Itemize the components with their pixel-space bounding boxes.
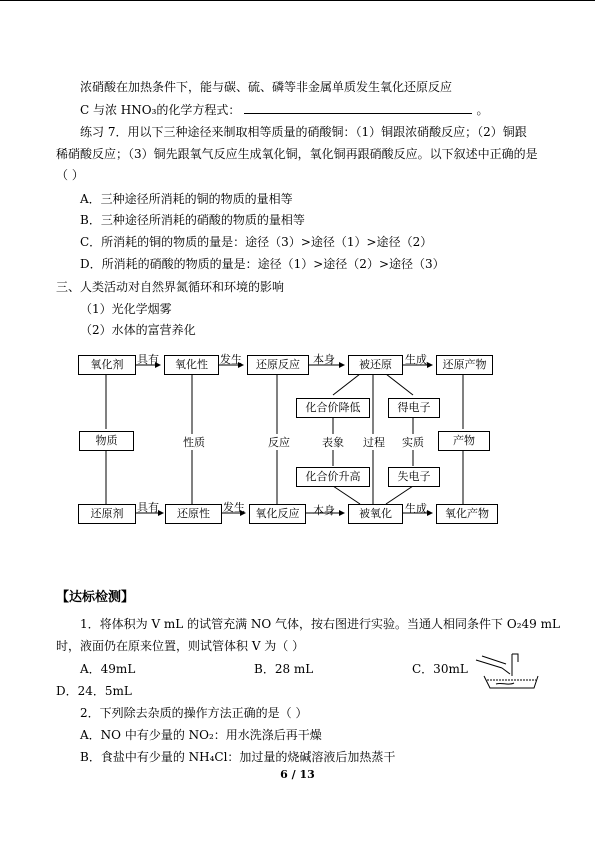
question-1-option-d: D．24．5mL [56, 684, 132, 698]
box-oxidation-product: 氧化产物 [436, 504, 498, 524]
box-substance: 物质 [79, 431, 134, 451]
box-oxidized: 被氧化 [348, 504, 403, 524]
option-d: D．所消耗的硝酸的物质的量是：途径（1）>途径（2）>途径（3） [80, 257, 445, 271]
box-gain-electrons: 得电子 [388, 398, 440, 418]
page-number: 6 / 13 [280, 768, 315, 781]
question-1-option-c: C．30mL [412, 662, 468, 676]
box-product: 产物 [438, 431, 490, 451]
question-1-line1: 1．将体积为 V mL 的试管充满 NO 气体，按右图进行实验。当通人相同条件下 O₂49 mL [80, 617, 560, 631]
label-itself-bottom: 本身 [313, 504, 335, 517]
test-tube-apparatus-figure [472, 650, 542, 692]
equation-end: 。 [476, 103, 489, 117]
box-oxidation-reaction: 氧化反应 [249, 504, 306, 524]
option-a: A．三种途径所消耗的铜的物质的量相等 [80, 192, 293, 206]
box-reduction-product: 还原产物 [436, 355, 493, 375]
label-generates-bottom: 生成 [405, 502, 427, 515]
question-1-option-a: A．49mL [80, 662, 136, 676]
question-2-option-a: A．NO 中有少量的 NO₂：用水洗涤后再干燥 [80, 728, 322, 742]
exercise-7-line1: 练习 7．用以下三种途径来制取相等质量的硝酸铜：（1）铜跟浓硝酸反应；（2）铜跟 [80, 125, 527, 139]
list-item-smog: （1）光化学烟雾 [80, 302, 172, 316]
label-appearance: 表象 [322, 436, 344, 449]
box-oxidizing-property: 氧化性 [164, 355, 219, 375]
label-occurs-bottom: 发生 [223, 501, 245, 514]
box-reducing-property: 还原性 [165, 504, 222, 524]
question-1-line2: 时，液面仍在原来位置，则试管体积 V 为（ ） [56, 639, 305, 653]
box-valence-decrease: 化合价降低 [296, 398, 370, 418]
exercise-7-line2: 稀硝酸反应；（3）铜先跟氧气反应生成氧化铜，氧化铜再跟硝酸反应。以下叙述中正确的是 [56, 147, 538, 161]
box-lose-electrons: 失电子 [388, 467, 440, 487]
label-has-top: 具有 [137, 353, 159, 366]
box-reduced: 被还原 [348, 355, 403, 375]
equation-label: C 与浓 HNO₃的化学方程式： [80, 103, 241, 117]
label-occurs-top: 发生 [220, 353, 242, 366]
exercise-7-blank: （ ） [56, 168, 84, 182]
label-essence: 实质 [402, 436, 424, 449]
question-2-stem: 2．下列除去杂质的操作方法正确的是（ ） [80, 706, 308, 720]
label-property: 性质 [183, 436, 205, 449]
section-3-title: 三、人类活动对自然界氮循环和环境的影响 [56, 280, 285, 294]
label-process: 过程 [363, 436, 385, 449]
box-valence-increase: 化合价升高 [296, 467, 370, 487]
list-item-eutrophication: （2）水体的富营养化 [80, 323, 196, 337]
label-generates-top: 生成 [405, 353, 427, 366]
option-c: C．所消耗的铜的物质的量是：途径（3）>途径（1）>途径（2） [80, 235, 433, 249]
section-heading-test: 【达标检测】 [56, 590, 135, 605]
box-reduction-reaction: 还原反应 [247, 355, 309, 375]
question-1-option-b: B．28 mL [254, 662, 314, 676]
question-2-option-b: B．食盐中有少量的 NH₄Cl：加过量的烧碱溶液后加热蒸干 [80, 750, 396, 764]
text-line-nitric-acid: 浓硝酸在加热条件下，能与碳、硫、磷等非金属单质发生氧化还原反应 [80, 80, 453, 94]
box-reductant: 还原剂 [78, 504, 136, 524]
box-oxidant: 氧化剂 [78, 355, 136, 375]
label-reaction: 反应 [268, 436, 290, 449]
label-has-bottom: 具有 [137, 501, 159, 514]
option-b: B．三种途径所消耗的硝酸的物质的量相等 [80, 213, 305, 227]
label-itself-top: 本身 [313, 353, 335, 366]
